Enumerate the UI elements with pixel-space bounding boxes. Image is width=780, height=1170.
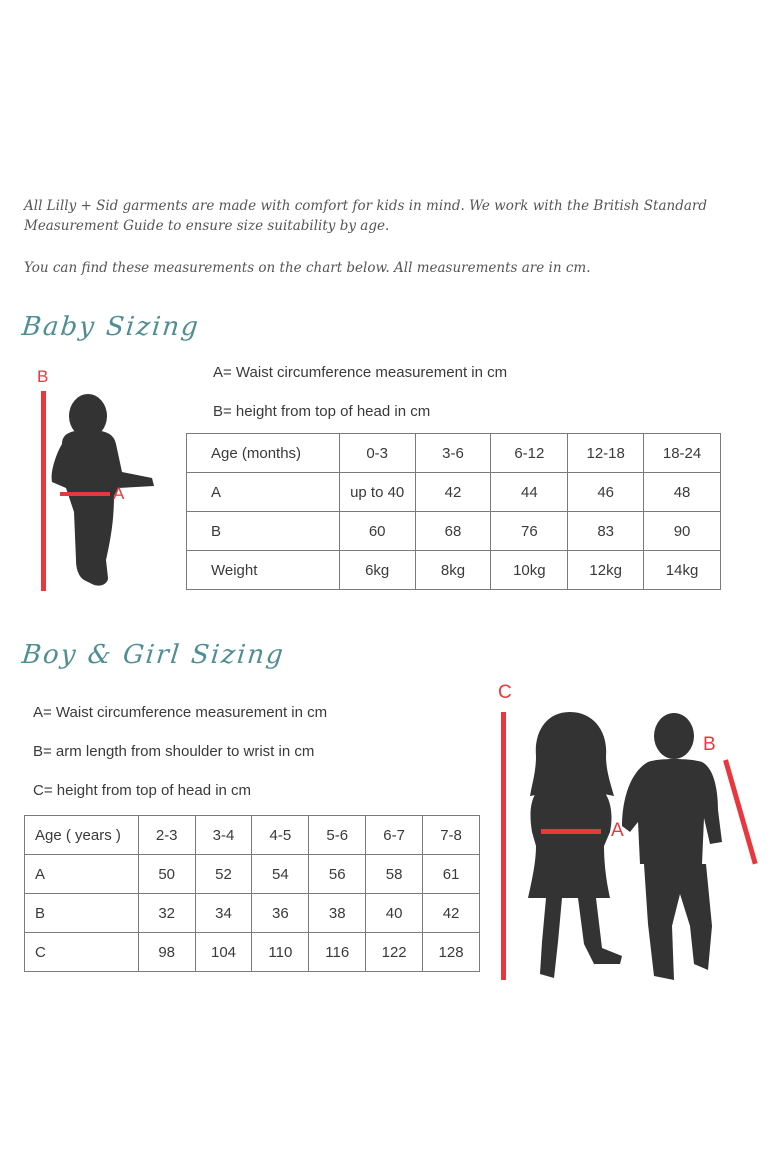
table-row	[25, 894, 480, 933]
table-cell: B	[25, 894, 139, 933]
table-cell: Weight	[187, 551, 340, 590]
table-cell: 36	[252, 894, 309, 933]
table-cell: B	[187, 512, 340, 551]
intro-note: You can find these measurements on the chart below. All measurements are in cm.	[24, 260, 591, 276]
table-cell: 56	[309, 855, 366, 894]
table-cell: Age ( years )	[25, 816, 139, 855]
table-cell: 48	[644, 473, 721, 512]
kids-height-bar	[501, 712, 506, 980]
table-cell: 110	[252, 933, 309, 972]
baby-size-table	[186, 433, 721, 590]
table-cell: 7-8	[423, 816, 480, 855]
table-cell: 98	[138, 933, 195, 972]
table-cell: A	[187, 473, 340, 512]
table-cell: 40	[366, 894, 423, 933]
table-row	[25, 933, 480, 972]
table-cell: 116	[309, 933, 366, 972]
table-cell: 6-12	[491, 434, 568, 473]
table-cell: 8kg	[415, 551, 491, 590]
table-cell: up to 40	[339, 473, 415, 512]
kids-legend-a: A= Waist circumference measurement in cm	[33, 704, 328, 721]
table-cell: 61	[423, 855, 480, 894]
table-cell: C	[25, 933, 139, 972]
kids-legend-b: B= arm length from shoulder to wrist in cm	[33, 743, 315, 760]
kids-legend-c: C= height from top of head in cm	[33, 782, 252, 799]
baby-sizing-heading: Baby Sizing	[20, 312, 202, 342]
table-row	[25, 855, 480, 894]
table-cell: 3-4	[195, 816, 252, 855]
table-cell: 83	[568, 512, 644, 551]
kids-marker-c: C	[498, 682, 512, 703]
table-row	[187, 473, 721, 512]
table-cell: Age (months)	[187, 434, 340, 473]
table-cell: 54	[252, 855, 309, 894]
table-row	[187, 434, 721, 473]
table-cell: 50	[138, 855, 195, 894]
table-row	[187, 551, 721, 590]
table-cell: 6kg	[339, 551, 415, 590]
table-cell: 2-3	[138, 816, 195, 855]
kids-marker-a: A	[611, 820, 624, 841]
table-cell: 3-6	[415, 434, 491, 473]
baby-legend-b: B= height from top of head in cm	[213, 403, 431, 420]
table-cell: 44	[491, 473, 568, 512]
table-cell: 52	[195, 855, 252, 894]
baby-waist-line	[60, 492, 110, 496]
kids-marker-b: B	[703, 734, 716, 755]
table-cell: 128	[423, 933, 480, 972]
table-cell: 68	[415, 512, 491, 551]
table-cell: 60	[339, 512, 415, 551]
intro-paragraph: All Lilly + Sid garments are made with comfort for kids in mind. We work with the British Standard Measurement Guide to ensure size suitability by age.	[24, 198, 707, 234]
baby-legend-a: A= Waist circumference measurement in cm	[213, 364, 508, 381]
table-cell: 6-7	[366, 816, 423, 855]
table-cell: 12-18	[568, 434, 644, 473]
table-cell: 34	[195, 894, 252, 933]
kids-waist-line	[541, 829, 601, 834]
table-cell: 42	[415, 473, 491, 512]
table-cell: 104	[195, 933, 252, 972]
table-cell: 18-24	[644, 434, 721, 473]
table-cell: 10kg	[491, 551, 568, 590]
table-cell: 38	[309, 894, 366, 933]
kids-arm-bar	[723, 759, 758, 864]
table-row	[187, 512, 721, 551]
girl-silhouette-icon	[522, 712, 632, 982]
table-cell: 12kg	[568, 551, 644, 590]
table-cell: 32	[138, 894, 195, 933]
baby-height-bar	[41, 391, 46, 591]
table-cell: 42	[423, 894, 480, 933]
kids-sizing-heading: Boy & Girl Sizing	[20, 640, 287, 670]
table-cell: 76	[491, 512, 568, 551]
table-cell: 0-3	[339, 434, 415, 473]
table-cell: A	[25, 855, 139, 894]
table-cell: 46	[568, 473, 644, 512]
table-cell: 14kg	[644, 551, 721, 590]
table-row	[25, 816, 480, 855]
table-cell: 90	[644, 512, 721, 551]
table-cell: 122	[366, 933, 423, 972]
table-cell: 5-6	[309, 816, 366, 855]
baby-marker-a: A	[113, 484, 125, 503]
kids-size-table	[24, 815, 480, 972]
table-cell: 4-5	[252, 816, 309, 855]
baby-marker-b: B	[37, 367, 49, 386]
table-cell: 58	[366, 855, 423, 894]
